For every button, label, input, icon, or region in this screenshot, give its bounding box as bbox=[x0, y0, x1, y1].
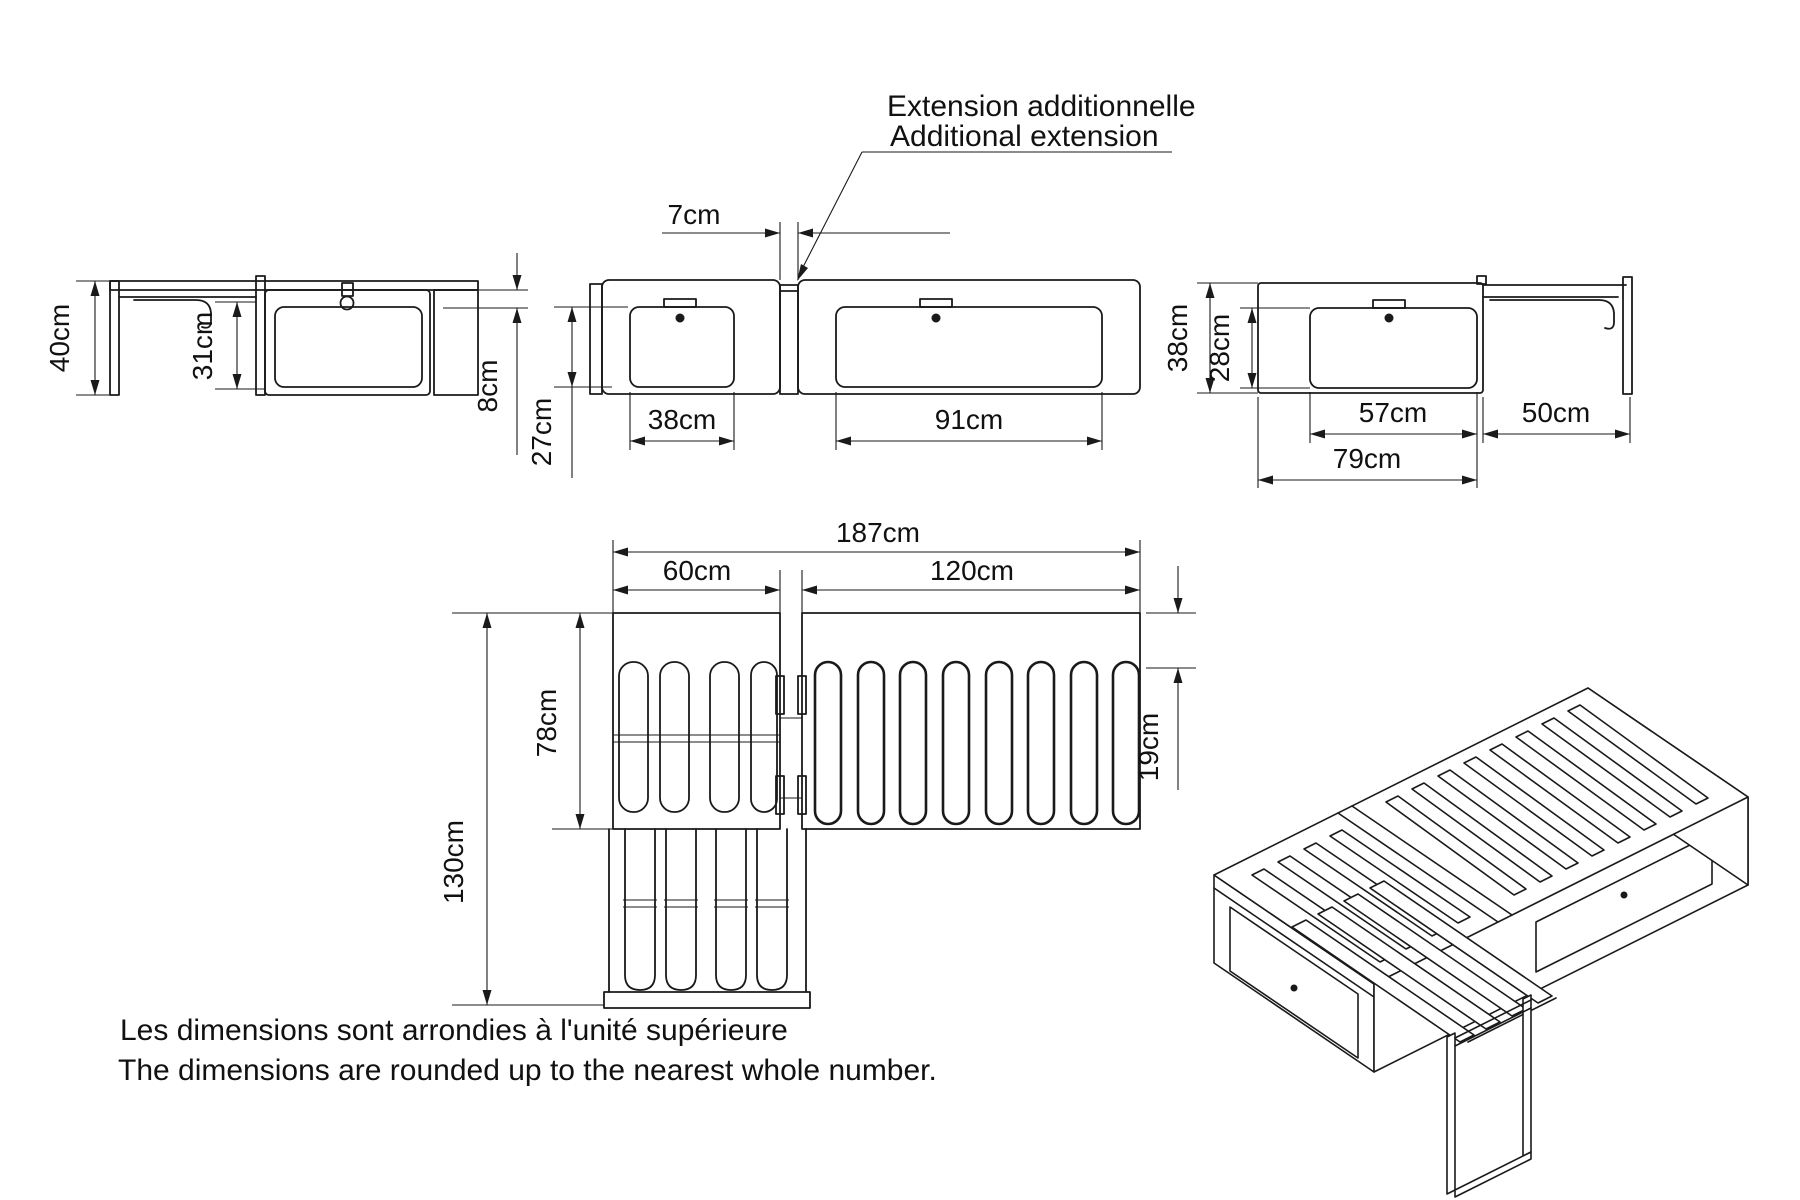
box-door bbox=[1310, 308, 1477, 388]
isometric-view bbox=[1214, 688, 1748, 1197]
dim-91cm bbox=[836, 392, 1102, 450]
callout-text-fr: Extension additionnelle bbox=[887, 90, 1196, 123]
iso-ext-keyhole-icon bbox=[1291, 985, 1298, 992]
box-door-profile bbox=[275, 307, 422, 387]
extension-divider bbox=[780, 285, 798, 394]
dim-19cm bbox=[1133, 566, 1196, 790]
iso-main-keyhole-icon bbox=[1621, 892, 1628, 899]
dim-57cm bbox=[1310, 392, 1477, 443]
dim-label: 27cm bbox=[526, 397, 557, 467]
dim-27cm bbox=[526, 307, 628, 478]
side-view-left bbox=[44, 253, 528, 455]
dim-label: 31cm bbox=[187, 311, 218, 381]
dim-label: 7cm bbox=[667, 199, 721, 230]
small-box bbox=[602, 280, 780, 394]
dim-40cm bbox=[44, 281, 119, 395]
plan-right-slots bbox=[815, 662, 1139, 824]
plan-view bbox=[438, 517, 1196, 1008]
storage-box-profile bbox=[1258, 283, 1483, 393]
dim-label: 8cm bbox=[472, 359, 503, 413]
door-hinge bbox=[1373, 300, 1405, 308]
storage-box-profile bbox=[265, 290, 430, 395]
dim-50cm bbox=[1483, 397, 1630, 443]
dim-label: 60cm bbox=[662, 555, 732, 586]
left-leg bbox=[110, 281, 119, 395]
dim-label: 40cm bbox=[44, 303, 75, 373]
dim-38cm bbox=[630, 392, 734, 450]
dim-78cm bbox=[531, 613, 613, 829]
note-text-en: The dimensions are rounded up to the nearest whole number. bbox=[118, 1054, 937, 1087]
iso-foot-bar bbox=[1455, 1152, 1531, 1197]
plan-right-section bbox=[802, 613, 1140, 829]
dim-label: 38cm bbox=[647, 404, 717, 435]
front-view bbox=[526, 199, 1140, 478]
dim-label: 120cm bbox=[929, 555, 1015, 586]
center-post bbox=[256, 276, 265, 395]
large-door-hinge bbox=[920, 299, 952, 307]
plan-left-section bbox=[613, 613, 780, 829]
small-door-hinge bbox=[664, 299, 696, 307]
right-leg bbox=[1623, 277, 1632, 394]
dim-120cm bbox=[802, 555, 1140, 613]
tray-foot-bar bbox=[604, 992, 810, 1008]
dim-8cm bbox=[443, 253, 528, 455]
dim-label: 130cm bbox=[438, 819, 469, 905]
iso-leg-far bbox=[1447, 1033, 1455, 1194]
callout-text-en: Additional extension bbox=[890, 120, 1159, 153]
large-door-keyhole-icon bbox=[932, 314, 941, 323]
dim-label: 38cm bbox=[1162, 303, 1193, 373]
dim-31cm bbox=[187, 302, 265, 389]
dim-28cm bbox=[1204, 308, 1310, 388]
plan-left-slots bbox=[613, 662, 780, 812]
side-view-right bbox=[1162, 276, 1632, 488]
dim-label: 79cm bbox=[1332, 443, 1402, 474]
door-keyhole-icon bbox=[1385, 314, 1394, 323]
callout-arrowhead-icon bbox=[797, 264, 808, 281]
callout-leader-line bbox=[801, 152, 862, 271]
dim-label: 50cm bbox=[1521, 397, 1591, 428]
large-door bbox=[836, 307, 1102, 387]
dim-label: 187cm bbox=[835, 517, 921, 548]
small-door-keyhole-icon bbox=[676, 314, 685, 323]
extension-platform bbox=[110, 281, 478, 290]
note-text-fr: Les dimensions sont arrondies à l'unité supérieure bbox=[120, 1014, 788, 1047]
extension-callout bbox=[797, 90, 1196, 281]
large-box bbox=[798, 280, 1140, 394]
iso-leg-near bbox=[1523, 995, 1531, 1156]
rounding-note bbox=[118, 1014, 937, 1087]
support-bracket bbox=[1490, 300, 1614, 329]
dim-label: 28cm bbox=[1204, 313, 1235, 383]
dim-label: 91cm bbox=[934, 404, 1004, 435]
dim-label: 57cm bbox=[1358, 397, 1428, 428]
dim-130cm bbox=[438, 613, 613, 1005]
dim-label: 19cm bbox=[1133, 712, 1164, 782]
extension-platform bbox=[1483, 285, 1626, 297]
dim-60cm bbox=[613, 555, 780, 613]
plan-pullout-tray bbox=[604, 829, 810, 1008]
dim-label: 78cm bbox=[531, 688, 562, 758]
left-end-cap bbox=[590, 284, 602, 394]
